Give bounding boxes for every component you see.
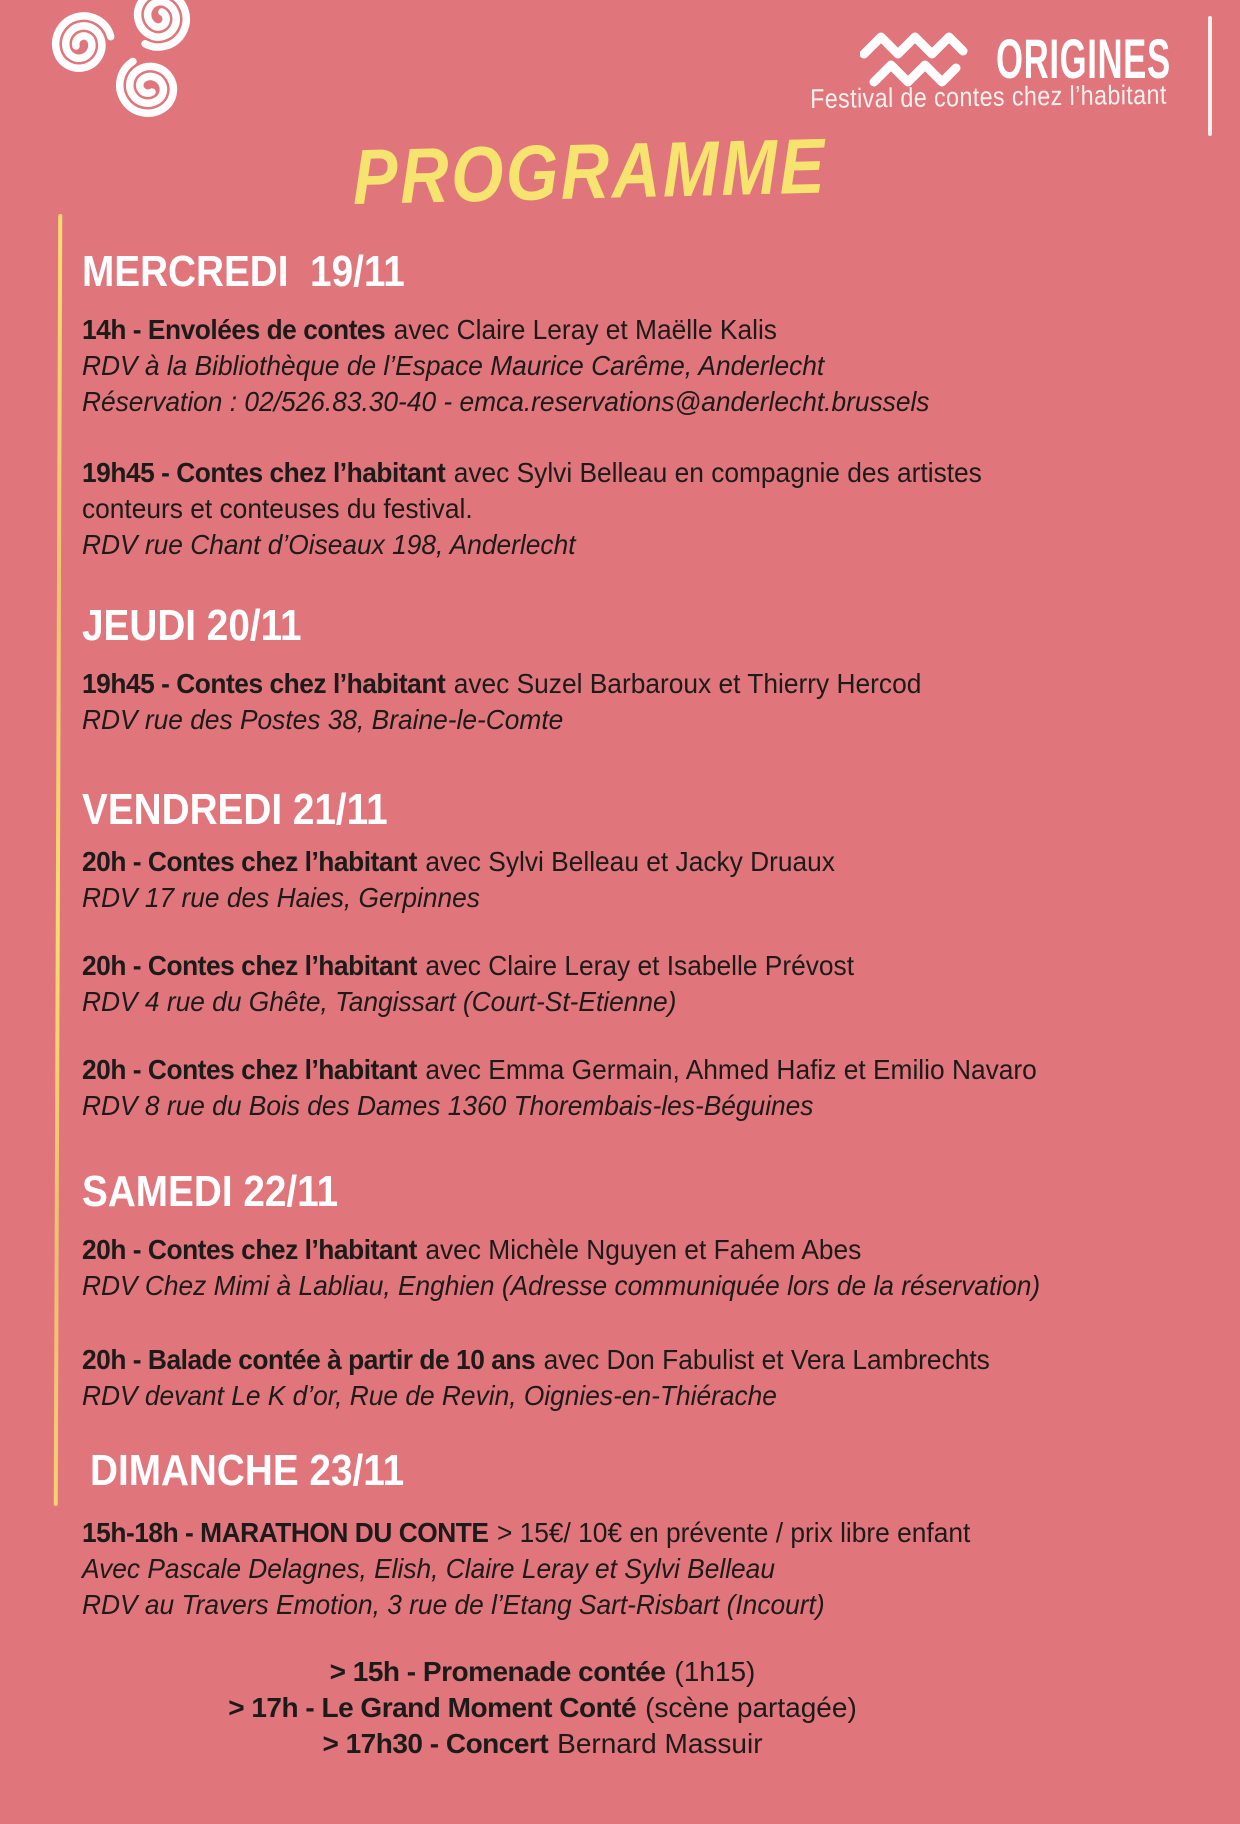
event-venue: RDV 17 rue des Haies, Gerpinnes <box>82 882 480 913</box>
event-venue: RDV 4 rue du Ghête, Tangissart (Court-St-Etienne) <box>82 986 677 1017</box>
event-title-line <box>82 1052 1037 1088</box>
event-venue: RDV au Travers Emotion, 3 rue de l’Etang Sart-Risbart (Incourt) <box>82 1589 825 1620</box>
schedule-detail: (scène partagée) <box>645 1692 857 1723</box>
event <box>82 1052 1098 1124</box>
schedule-line <box>0 1726 1085 1762</box>
event-title-line <box>82 948 854 984</box>
day-header-jeudi: JEUDI 20/11 <box>82 601 302 650</box>
event <box>82 1515 1027 1623</box>
event-people: avec Emma Germain, Ahmed Hafiz et Emilio Navaro <box>425 1054 1037 1085</box>
triskelion-logo-icon <box>12 0 247 145</box>
event-time-title: 20h - Contes chez l’habitant <box>82 1234 417 1265</box>
poster-title: PROGRAMME <box>352 121 828 221</box>
marathon-schedule <box>0 1654 1085 1762</box>
event-time-title: 19h45 - Contes chez l’habitant <box>82 668 446 699</box>
event-people: avec Sylvi Belleau en compagnie des artistes conteurs et conteuses du festival. <box>82 457 982 524</box>
event <box>82 312 984 420</box>
schedule-detail: Bernard Massuir <box>557 1728 763 1759</box>
event <box>82 1232 1101 1304</box>
event-title-line <box>82 1342 990 1378</box>
brand-tagline: Festival de contes chez l’habitant <box>810 79 1167 114</box>
event-people: avec Sylvi Belleau et Jacky Druaux <box>425 846 835 877</box>
schedule-detail: (1h15) <box>674 1656 756 1687</box>
event <box>82 455 1092 563</box>
event-time-title: 15h-18h - MARATHON DU CONTE <box>82 1517 489 1548</box>
event-venue: RDV Chez Mimi à Labliau, Enghien (Adresse communiquée lors de la réservation) <box>82 1270 1041 1301</box>
event-people-line: Avec Pascale Delagnes, Elish, Claire Leray et Sylvi Belleau <box>82 1553 775 1584</box>
brand-name: ORIGINES <box>996 27 1171 90</box>
event-time-title: 20h - Balade contée à partir de 10 ans <box>82 1344 536 1375</box>
event-people: avec Michèle Nguyen et Fahem Abes <box>425 1234 862 1265</box>
event-title-line <box>82 1232 1040 1268</box>
event-title-line <box>82 666 921 702</box>
yellow-divider-line <box>54 214 63 1506</box>
white-edge-line <box>1208 16 1212 136</box>
schedule-time: > 17h - Le Grand Moment Conté <box>228 1692 637 1723</box>
event-time-title: 20h - Contes chez l’habitant <box>82 846 417 877</box>
event-time-title: 14h - Envolées de contes <box>82 314 386 345</box>
event-title-line <box>82 455 1031 527</box>
event <box>82 948 903 1020</box>
event-title-line <box>82 312 929 348</box>
event-venue: RDV devant Le K d’or, Rue de Revin, Oignies-en-Thiérache <box>82 1380 777 1411</box>
schedule-time: > 17h30 - Concert <box>322 1728 549 1759</box>
day-header-vendredi: VENDREDI 21/11 <box>82 785 388 834</box>
event-people: > 15€/ 10€ en prévente / prix libre enfant <box>496 1517 971 1548</box>
day-header-mercredi: MERCREDI 19/11 <box>82 247 405 296</box>
event <box>82 1342 1048 1414</box>
event <box>82 844 883 916</box>
event-title-line <box>82 1515 970 1551</box>
event-people: avec Suzel Barbaroux et Thierry Hercod <box>453 668 922 699</box>
event-people: avec Claire Leray et Maëlle Kalis <box>393 314 777 345</box>
event <box>82 666 975 738</box>
event-venue: RDV 8 rue du Bois des Dames 1360 Thorembais-les-Béguines <box>82 1090 814 1121</box>
event-reservation: Réservation : 02/526.83.30-40 - emca.reservations@anderlecht.brussels <box>82 386 930 417</box>
day-header-dimanche: DIMANCHE 23/11 <box>90 1446 405 1495</box>
event-venue: RDV rue des Postes 38, Braine-le-Comte <box>82 704 564 735</box>
event-people: avec Claire Leray et Isabelle Prévost <box>425 950 855 981</box>
event-time-title: 20h - Contes chez l’habitant <box>82 1054 417 1085</box>
schedule-line <box>0 1654 1085 1690</box>
schedule-time: > 15h - Promenade contée <box>329 1656 666 1687</box>
event-title-line <box>82 844 835 880</box>
day-header-samedi: SAMEDI 22/11 <box>82 1167 339 1216</box>
event-time-title: 19h45 - Contes chez l’habitant <box>82 457 446 488</box>
schedule-line <box>0 1690 1085 1726</box>
event-people: avec Don Fabulist et Vera Lambrechts <box>543 1344 990 1375</box>
event-venue: RDV rue Chant d’Oiseaux 198, Anderlecht <box>82 529 576 560</box>
event-venue: RDV à la Bibliothèque de l’Espace Maurice Carême, Anderlecht <box>82 350 825 381</box>
event-time-title: 20h - Contes chez l’habitant <box>82 950 417 981</box>
